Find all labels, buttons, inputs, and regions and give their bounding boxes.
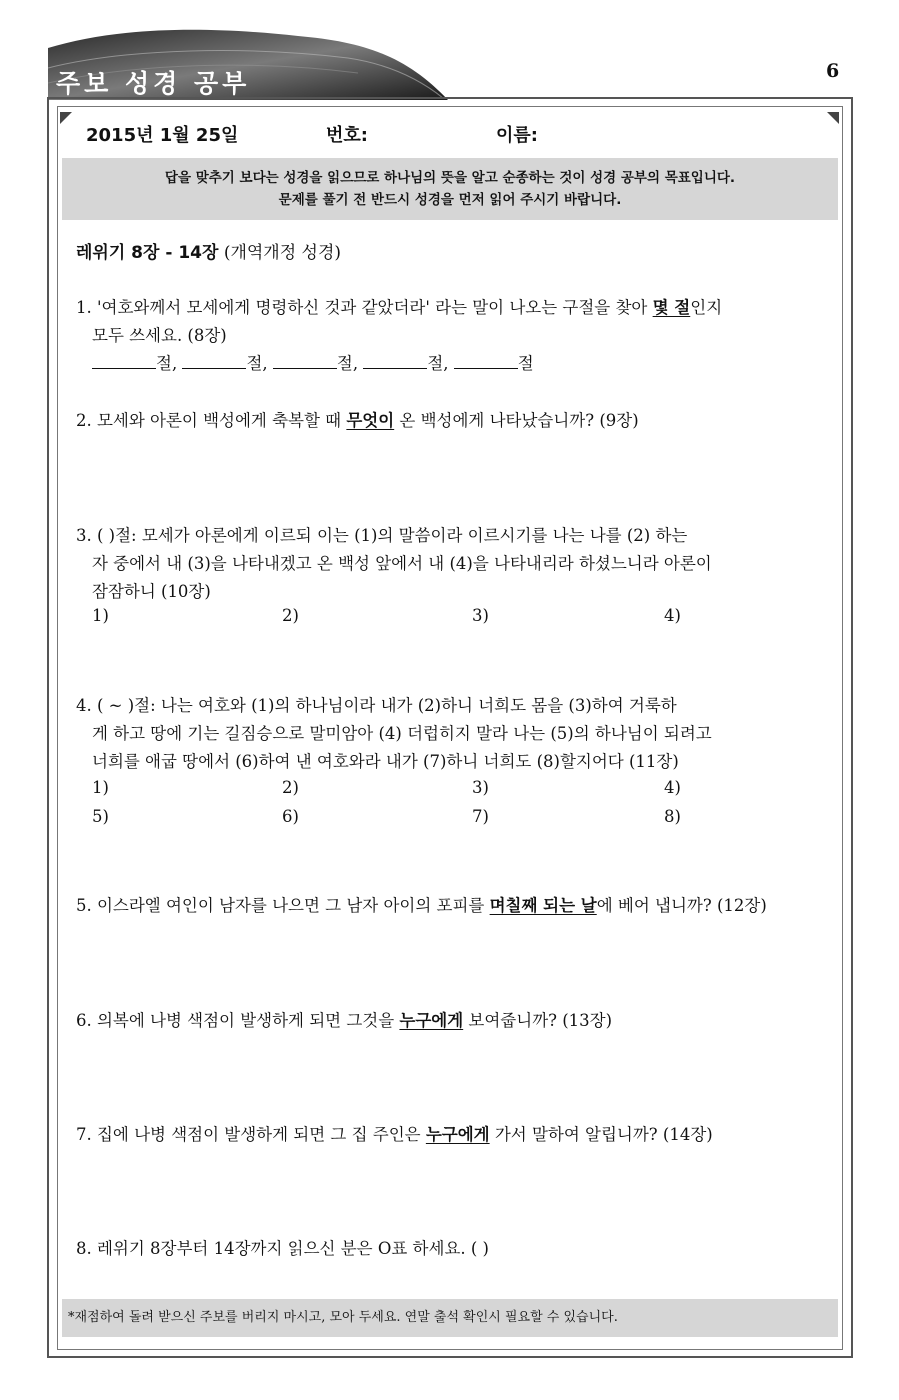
q1-emphasis: 몇 절 [652,298,691,317]
answer-slot[interactable]: 5) [92,807,109,826]
date-label: 2015년 1월 25일 [86,125,239,146]
answer-slot[interactable]: 4) [664,606,681,625]
section-title: 주보 성경 공부 [56,69,251,98]
answer-blank[interactable] [92,352,156,369]
footer-note: *재점하여 돌려 받으신 주보를 버리지 마시고, 모아 두세요. 연말 출석 확인시 필요할 수 있습니다. [62,1299,838,1337]
question-7: 7. 집에 나병 색점이 발생하게 되면 그 집 주인은 누구에게 가서 말하여 알립니까? (14장) [76,1125,713,1144]
q1-answer-blanks: 절, 절, 절, 절, 절 [76,350,836,378]
question-6: 6. 의복에 나병 색점이 발생하게 되면 그것을 누구에게 보여줍니까? (13장) [76,1011,613,1030]
answer-blank[interactable] [182,352,246,369]
study-range: 레위기 8장 - 14장 [76,243,219,263]
answer-slot[interactable]: 1) [92,606,109,625]
question-8: 8. 레위기 8장부터 14장까지 읽으신 분은 O표 하세요. ( ) [76,1239,489,1258]
page-number: 6 [826,60,840,82]
corner-triangle-icon [827,112,839,124]
number-label: 번호: [326,125,368,146]
q5-emphasis: 며칠째 되는 날 [489,896,597,915]
study-title [76,238,341,263]
answer-slot[interactable]: 3) [472,778,489,797]
question-1: 1. '여호와께서 모세에게 명령하신 것과 같았더라' 라는 말이 나오는 구절을 찾아 몇 절인지 모두 쓰세요. (8장) 절, 절, 절, 절, 절 [76,294,836,378]
notice-line-2: 문제를 풀기 전 반드시 성경을 먼저 읽어 주시기 바랍니다. [278,192,622,208]
question-4: 4. ( ~ )절: 나는 여호와 (1)의 하나님이라 내가 (2)하니 너희도 몸을 (3)하여 거룩하 게 하고 땅에 기는 길짐승으로 말미암아 (4) 더럽히지 말라 나는 (5)의 하나님이 되려고 너희를 애굽 땅에서 (6)하여 낸 여호와라 내가 (7)하니 너희도 (8)할지어다 (11장) [76,696,712,771]
answer-slot[interactable]: 2) [282,606,299,625]
question-3: 3. ( )절: 모세가 아론에게 이르되 이는 (1)의 말씀이라 이르시기를 나는 나를 (2) 하는 자 중에서 내 (3)을 나타내겠고 온 백성 앞에서 내 (4)을 나타내리라 하셨느니라 아론이 잠잠하니 (10장) [76,526,712,601]
answer-slot[interactable]: 8) [664,807,681,826]
answer-blank[interactable] [454,352,518,369]
answer-blank[interactable] [363,352,427,369]
q7-emphasis: 누구에게 [425,1125,490,1144]
corner-triangle-icon [60,112,72,124]
answer-slot[interactable]: 2) [282,778,299,797]
study-version: (개역개정 성경) [223,243,342,263]
answer-slot[interactable]: 3) [472,606,489,625]
answer-slot[interactable]: 6) [282,807,299,826]
question-2: 2. 모세와 아론이 백성에게 축복할 때 무엇이 온 백성에게 나타났습니까? (9장) [76,411,639,430]
q6-emphasis: 누구에게 [399,1011,464,1030]
notice-line-1: 답을 맞추기 보다는 성경을 읽으므로 하나님의 뜻을 알고 순종하는 것이 성경 공부의 목표입니다. [164,170,736,186]
notice-box [62,158,838,220]
q2-emphasis: 무엇이 [346,411,395,430]
answer-slot[interactable]: 1) [92,778,109,797]
name-label: 이름: [496,125,538,146]
answer-slot[interactable]: 7) [472,807,489,826]
answer-blank[interactable] [273,352,337,369]
question-5: 5. 이스라엘 여인이 남자를 나으면 그 남자 아이의 포피를 며칠째 되는 날에 베어 냅니까? (12장) [76,896,767,915]
answer-slot[interactable]: 4) [664,778,681,797]
